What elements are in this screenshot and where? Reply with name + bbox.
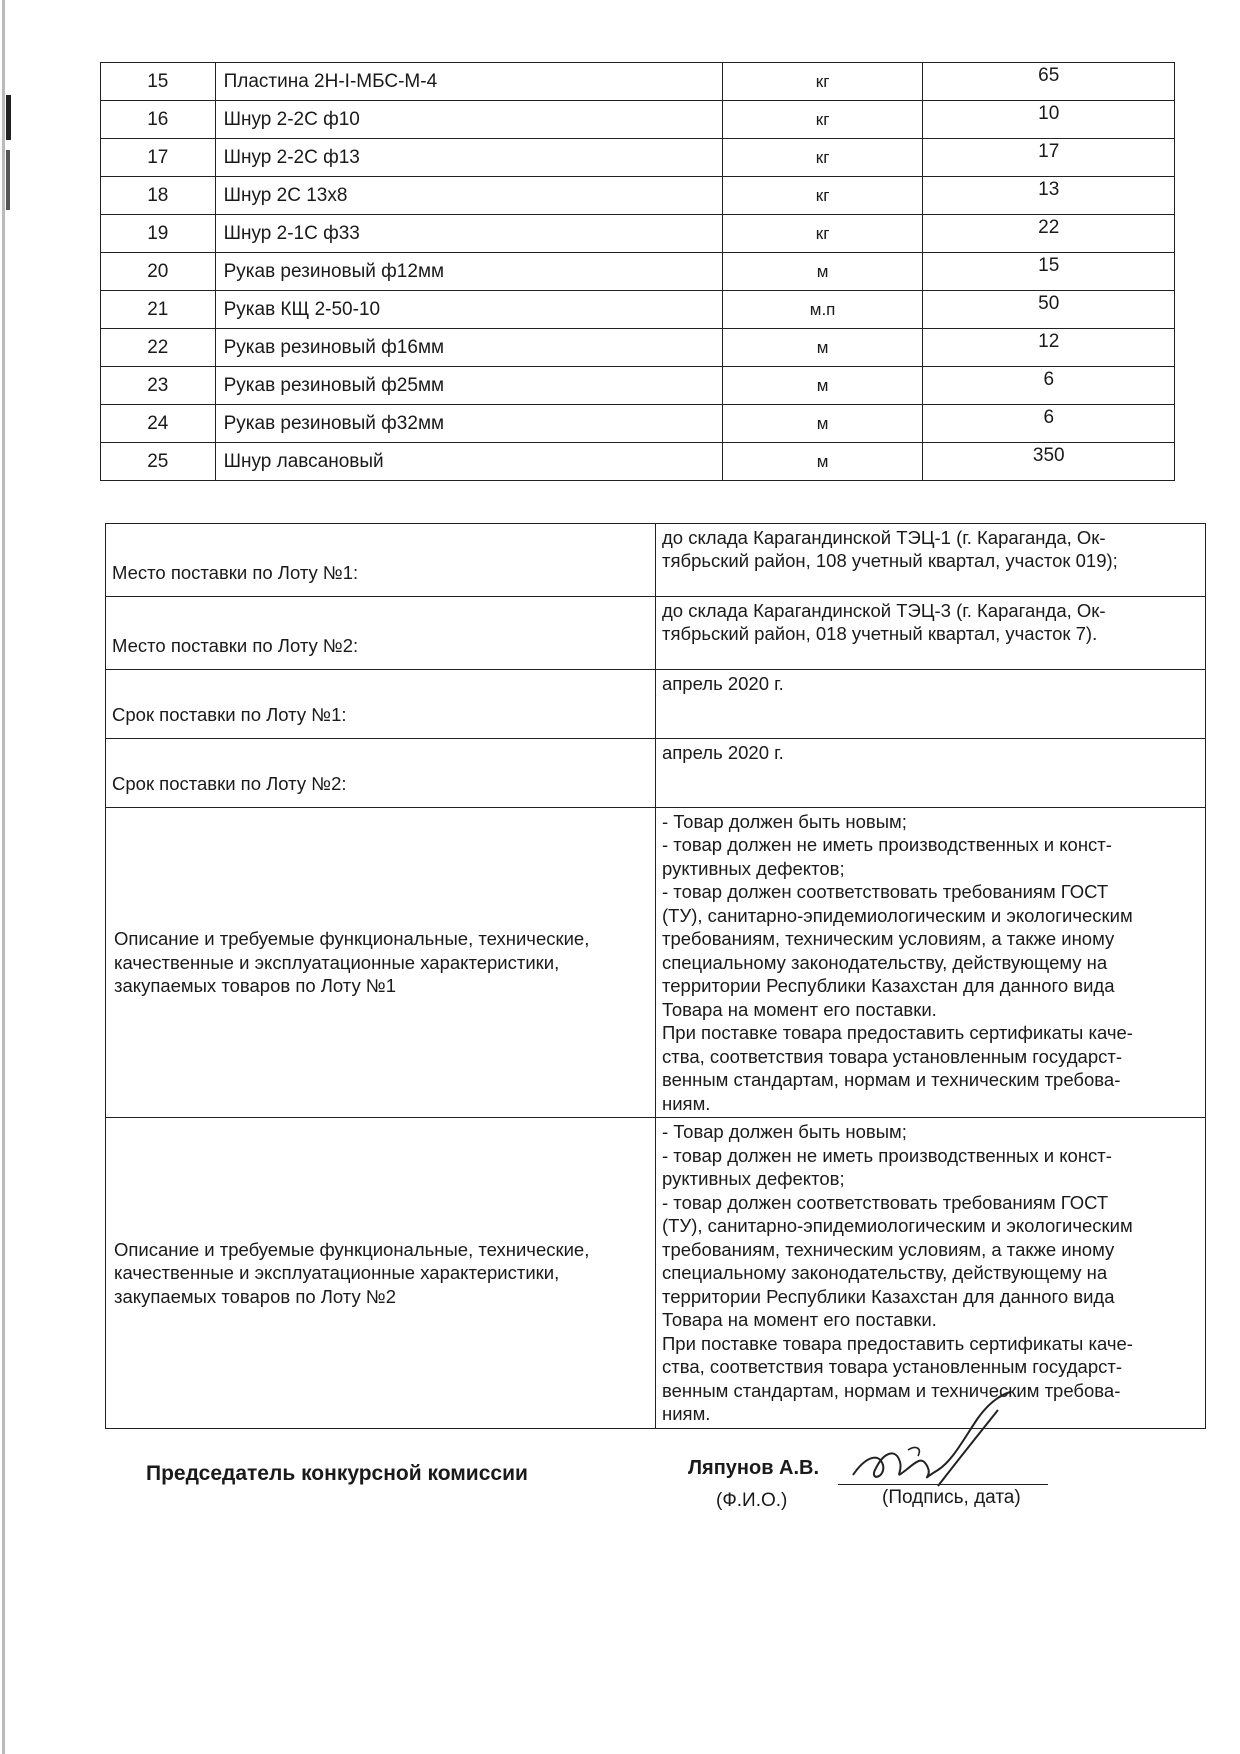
condition-value-line: руктивных дефектов; (662, 1168, 845, 1190)
item-quantity: 6 (923, 367, 1175, 405)
item-quantity: 12 (923, 329, 1175, 367)
item-quantity: 65 (923, 63, 1175, 101)
item-unit: кг (722, 139, 923, 177)
item-name: Пластина 2Н-I-МБС-М-4 (215, 63, 722, 101)
condition-value-line: апрель 2020 г. (662, 673, 784, 694)
condition-value (656, 524, 1206, 597)
table-row (101, 367, 1175, 405)
condition-label: Описание и требуемые функциональные, технические, качественные и эксплуатационные характеристики, закупаемых товаров по Лоту №2 (106, 1118, 656, 1428)
condition-value (656, 739, 1206, 808)
table-row (101, 291, 1175, 329)
condition-value-line: ства, соответствия товара установленным государст- (662, 1045, 1122, 1067)
item-name: Рукав резиновый ф16мм (215, 329, 722, 367)
condition-value-line: Товара на момент его поставки. (662, 1309, 937, 1331)
table-row (101, 253, 1175, 291)
item-number: 15 (101, 63, 216, 101)
condition-value-line: руктивных дефектов; (662, 857, 845, 879)
item-name: Шнур 2-1С ф33 (215, 215, 722, 253)
condition-label: Описание и требуемые функциональные, технические, качественные и эксплуатационные характеристики, закупаемых товаров по Лоту №1 (106, 808, 656, 1118)
table-row (101, 63, 1175, 101)
condition-value-line: - товар должен не иметь производственных и конст- (662, 1144, 1112, 1166)
item-number: 19 (101, 215, 216, 253)
signature-date-caption: (Подпись, дата) (882, 1487, 1021, 1508)
item-name: Шнур 2-2С ф10 (215, 101, 722, 139)
condition-label: Срок поставки по Лоту №1: (106, 670, 656, 739)
item-quantity: 22 (923, 215, 1175, 253)
items-table (100, 62, 1175, 481)
condition-value (656, 808, 1206, 1118)
condition-value-line: до склада Карагандинской ТЭЦ-3 (г. Караганда, Ок- (662, 600, 1106, 621)
fio-caption: (Ф.И.О.) (716, 1490, 788, 1511)
condition-value-line: ства, соответствия товара установленным государст- (662, 1356, 1122, 1378)
condition-label: Место поставки по Лоту №2: (106, 597, 656, 670)
item-number: 17 (101, 139, 216, 177)
condition-value-line: тябрьский район, 108 учетный квартал, участок 019); (662, 550, 1118, 572)
table-row (106, 597, 1206, 670)
signer-name: Ляпунов А.В. (688, 1457, 820, 1479)
item-number: 21 (101, 291, 216, 329)
item-unit: кг (722, 63, 923, 101)
item-unit: кг (722, 101, 923, 139)
item-name: Рукав резиновый ф32мм (215, 405, 722, 443)
item-unit: кг (722, 177, 923, 215)
item-number: 16 (101, 101, 216, 139)
item-unit: м.п (722, 291, 923, 329)
condition-value-line: ниям. (662, 1092, 711, 1114)
table-row (106, 739, 1206, 808)
condition-value-line: требованиям, техническим условиям, а также иному (662, 928, 1115, 950)
item-quantity: 10 (923, 101, 1175, 139)
item-unit: м (722, 253, 923, 291)
condition-value-line: специальному законодательству, действующему на (662, 1262, 1108, 1284)
condition-label: Срок поставки по Лоту №2: (106, 739, 656, 808)
item-number: 24 (101, 405, 216, 443)
table-row (106, 524, 1206, 597)
condition-value-line: (ТУ), санитарно-эпидемиологическим и экологическим (662, 904, 1133, 926)
condition-value (656, 670, 1206, 739)
item-quantity: 17 (923, 139, 1175, 177)
item-number: 22 (101, 329, 216, 367)
item-name: Рукав резиновый ф25мм (215, 367, 722, 405)
condition-label: Место поставки по Лоту №1: (106, 524, 656, 597)
table-row (106, 808, 1206, 1118)
condition-value-line: Товара на момент его поставки. (662, 998, 937, 1020)
condition-value-line: При поставке товара предоставить сертификаты каче- (662, 1332, 1133, 1354)
table-row (101, 101, 1175, 139)
item-quantity: 50 (923, 291, 1175, 329)
condition-value-line: - Товар должен быть новым; (662, 811, 907, 832)
item-quantity: 6 (923, 405, 1175, 443)
item-name: Шнур 2-2С ф13 (215, 139, 722, 177)
chairman-title: Председатель конкурсной комиссии (146, 1462, 528, 1485)
item-name: Шнур лавсановый (215, 443, 722, 481)
condition-value-line: до склада Карагандинской ТЭЦ-1 (г. Караганда, Ок- (662, 527, 1106, 548)
item-name: Шнур 2С 13х8 (215, 177, 722, 215)
item-quantity: 13 (923, 177, 1175, 215)
item-unit: м (722, 329, 923, 367)
condition-value-line: - товар должен не иметь производственных и конст- (662, 834, 1112, 856)
scan-artifact (6, 95, 11, 140)
item-unit: м (722, 367, 923, 405)
item-name: Рукав резиновый ф12мм (215, 253, 722, 291)
condition-value-line: - товар должен соответствовать требованиям ГОСТ (662, 1191, 1109, 1213)
item-unit: м (722, 443, 923, 481)
condition-value-line: венным стандартам, нормам и техническим требова- (662, 1069, 1121, 1091)
table-row (106, 1118, 1206, 1428)
table-row (101, 329, 1175, 367)
table-row (106, 670, 1206, 739)
condition-value-line: ниям. (662, 1403, 711, 1425)
table-row (101, 443, 1175, 481)
table-row (101, 177, 1175, 215)
condition-value-line: апрель 2020 г. (662, 742, 784, 763)
item-quantity: 15 (923, 253, 1175, 291)
item-name: Рукав КЩ 2-50-10 (215, 291, 722, 329)
condition-value-line: тябрьский район, 018 учетный квартал, участок 7). (662, 623, 1098, 645)
item-number: 18 (101, 177, 216, 215)
condition-value-line: территории Республики Казахстан для данного вида (662, 975, 1115, 997)
table-row (101, 139, 1175, 177)
table-row (101, 215, 1175, 253)
condition-value-line: специальному законодательству, действующему на (662, 951, 1108, 973)
item-quantity: 350 (923, 443, 1175, 481)
condition-value-line: требованиям, техническим условиям, а также иному (662, 1238, 1115, 1260)
scan-artifact (2, 0, 5, 1754)
condition-value-line: - товар должен соответствовать требованиям ГОСТ (662, 881, 1109, 903)
item-number: 25 (101, 443, 216, 481)
condition-value-line: - Товар должен быть новым; (662, 1121, 907, 1143)
conditions-table (105, 523, 1206, 1429)
item-unit: м (722, 405, 923, 443)
condition-value-line: территории Республики Казахстан для данного вида (662, 1285, 1115, 1307)
condition-value-line: венным стандартам, нормам и техническим требова- (662, 1379, 1121, 1401)
item-number: 20 (101, 253, 216, 291)
item-number: 23 (101, 367, 216, 405)
condition-value-line: (ТУ), санитарно-эпидемиологическим и экологическим (662, 1215, 1133, 1237)
condition-value (656, 597, 1206, 670)
scan-artifact (6, 150, 10, 210)
item-unit: кг (722, 215, 923, 253)
condition-value (656, 1118, 1206, 1428)
handwritten-signature (848, 1390, 1018, 1500)
table-row (101, 405, 1175, 443)
condition-value-line: При поставке товара предоставить сертификаты каче- (662, 1022, 1133, 1044)
